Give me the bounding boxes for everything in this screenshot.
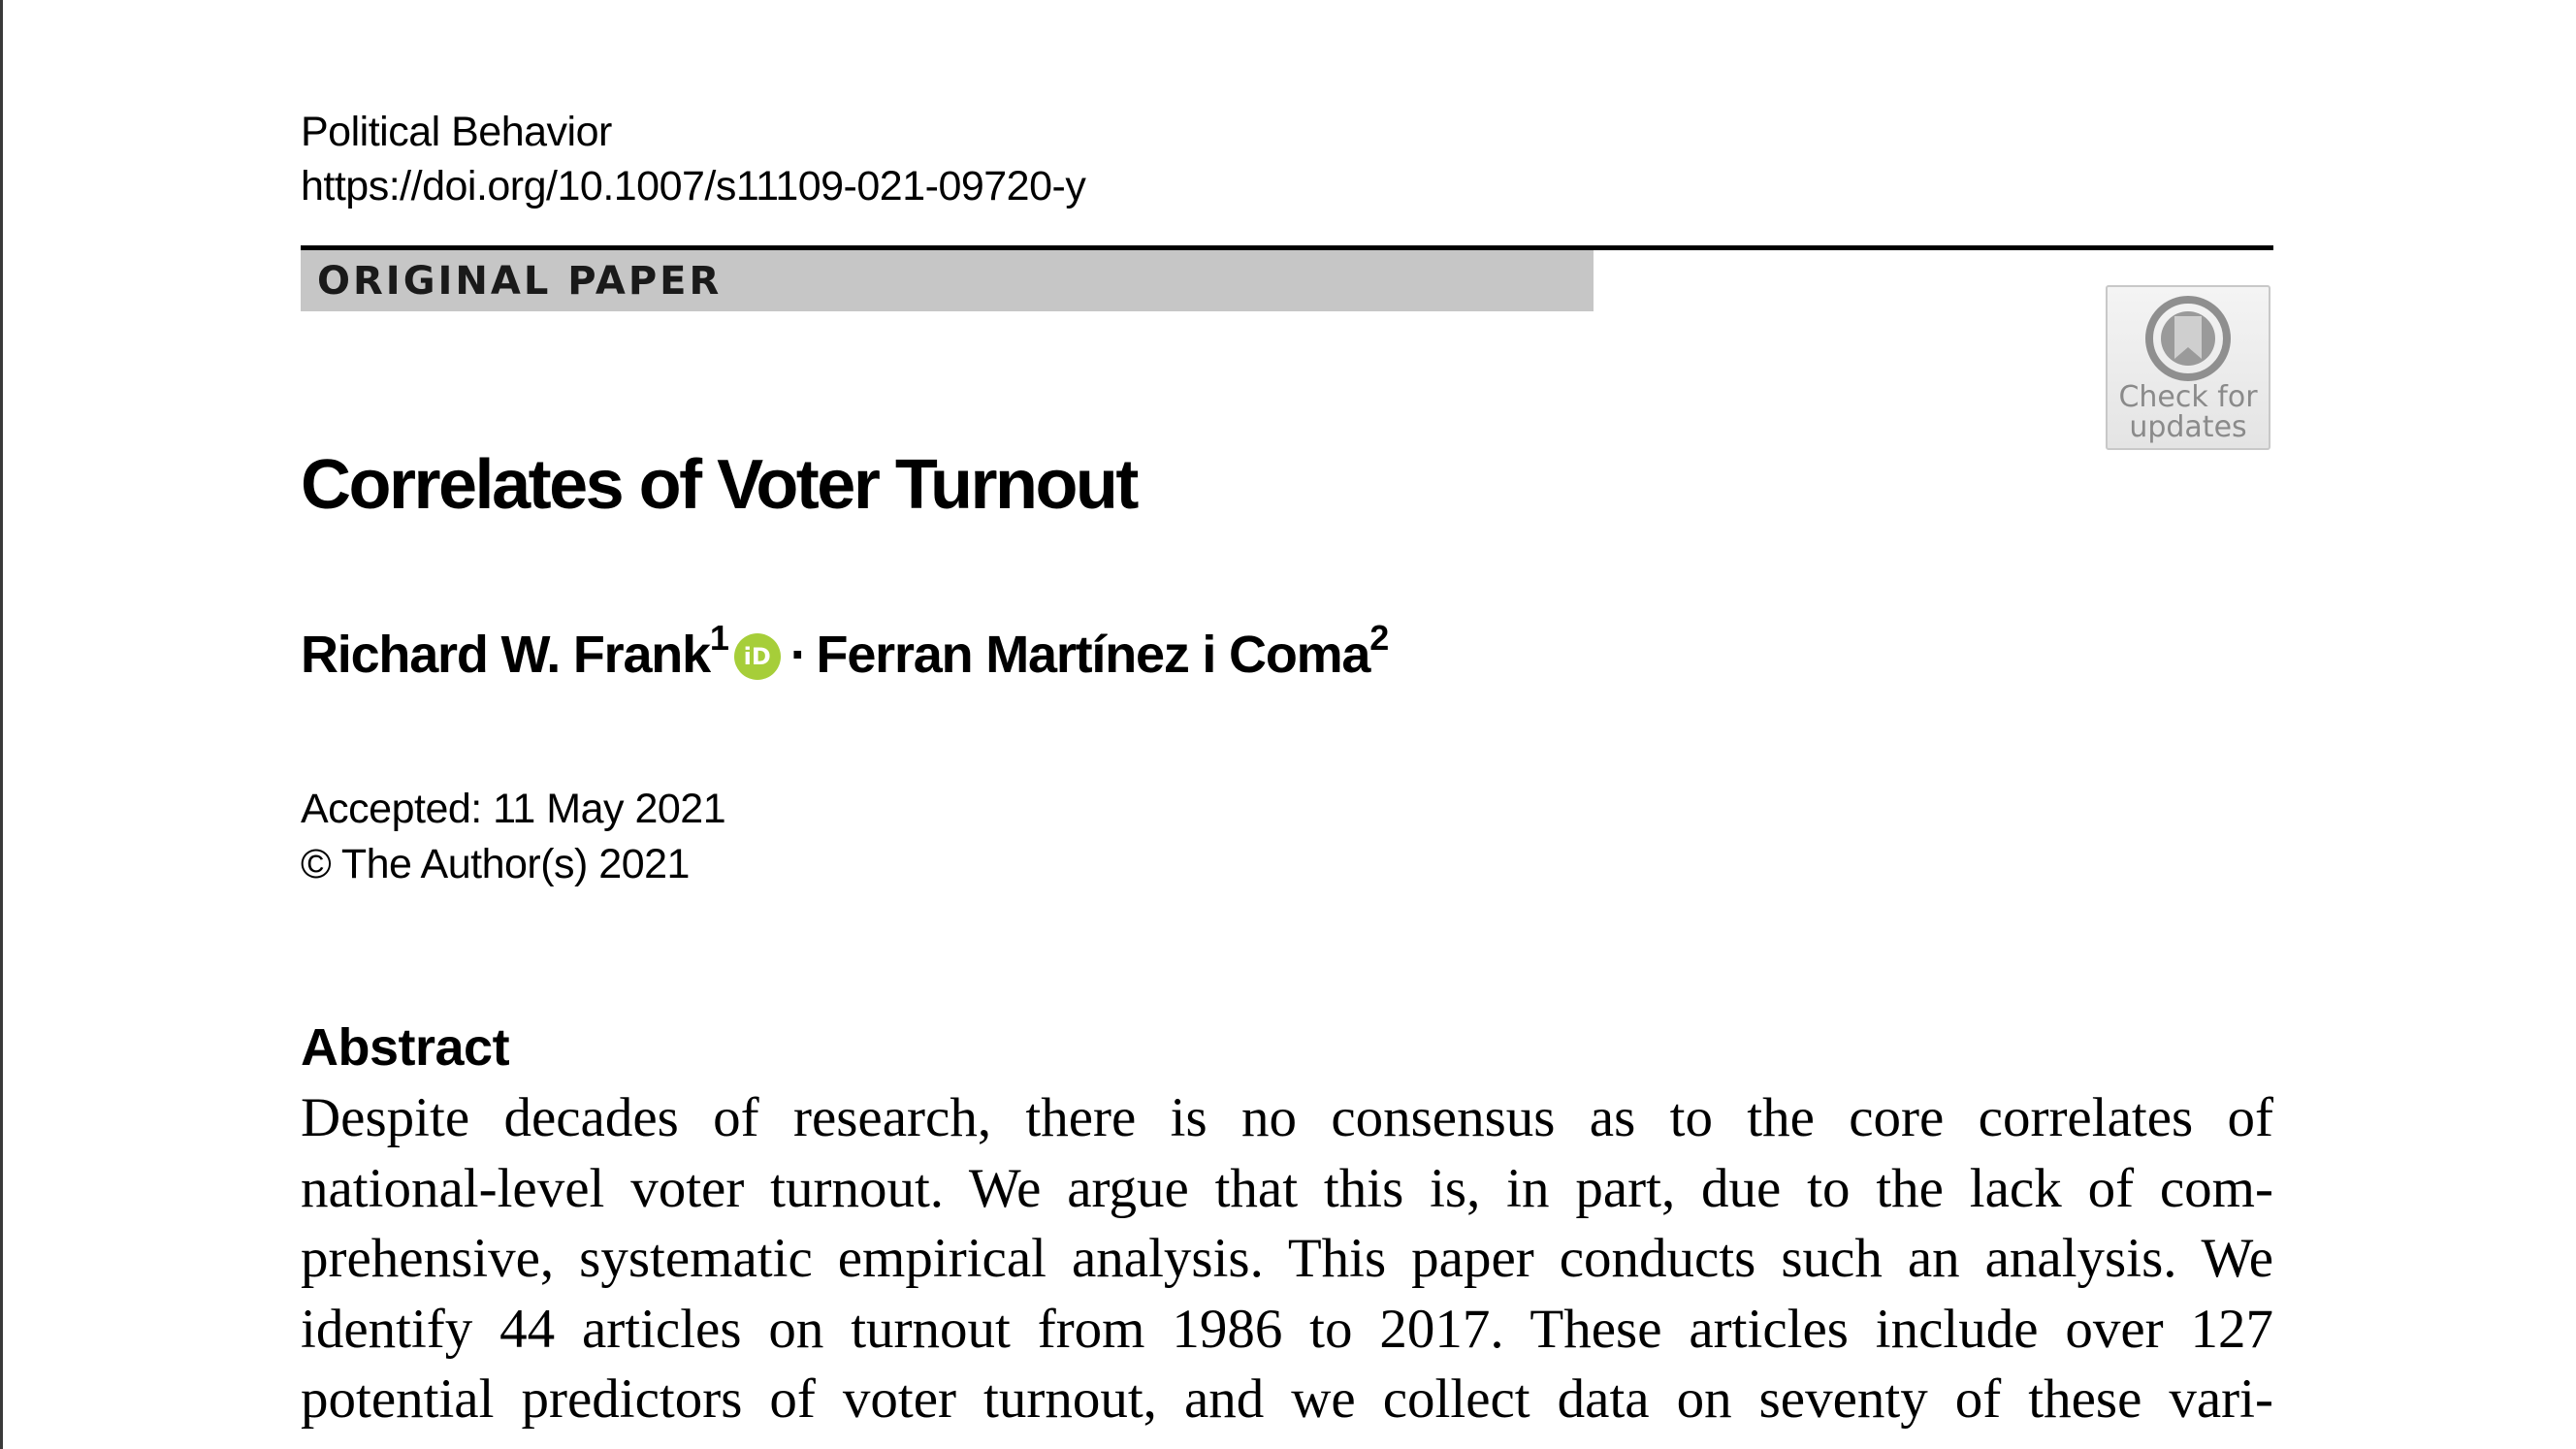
paper-type-band — [301, 250, 1594, 311]
abstract-line: identify 44 articles on turnout from 1986 to 2017. These articles include over 127 — [301, 1298, 2273, 1360]
abstract-text — [301, 1083, 2273, 1435]
author-list — [301, 618, 1389, 689]
journal-name: Political Behavior — [301, 109, 612, 155]
abstract-heading: Abstract — [301, 1018, 510, 1077]
publication-meta — [301, 782, 725, 892]
abstract-line: national-level voter turnout. We argue that this is, in part, due to the lack of com- — [301, 1157, 2273, 1219]
author-name[interactable]: Ferran Martínez i Coma — [816, 626, 1370, 684]
author-affiliation-marker[interactable]: 1 — [709, 618, 728, 658]
paper-type-label: ORIGINAL PAPER — [317, 259, 723, 304]
author-separator: · — [789, 626, 807, 684]
paper-title: Correlates of Voter Turnout — [301, 446, 1137, 524]
abstract-line: prehensive, systematic empirical analysis. This paper conducts such an analysis. We — [301, 1228, 2273, 1289]
copyright-notice: © The Author(s) 2021 — [301, 841, 690, 887]
journal-info — [301, 105, 1085, 213]
abstract-line: potential predictors of voter turnout, and we collect data on seventy of these vari- — [301, 1368, 2273, 1430]
check-for-updates-label: Check for updates — [2118, 380, 2258, 444]
author-affiliation-marker[interactable]: 2 — [1369, 618, 1389, 658]
doi-link[interactable]: https://doi.org/10.1007/s11109-021-09720-y — [301, 163, 1086, 209]
check-for-updates-button[interactable] — [2106, 285, 2270, 450]
bookmark-circle-icon — [2144, 295, 2232, 382]
abstract-line: Despite decades of research, there is no consensus as to the core correlates of — [301, 1087, 2273, 1148]
orcid-icon[interactable]: iD — [734, 633, 781, 680]
author-name[interactable]: Richard W. Frank — [301, 626, 710, 684]
accepted-date: Accepted: 11 May 2021 — [301, 786, 726, 832]
page-edge — [0, 0, 3, 1449]
